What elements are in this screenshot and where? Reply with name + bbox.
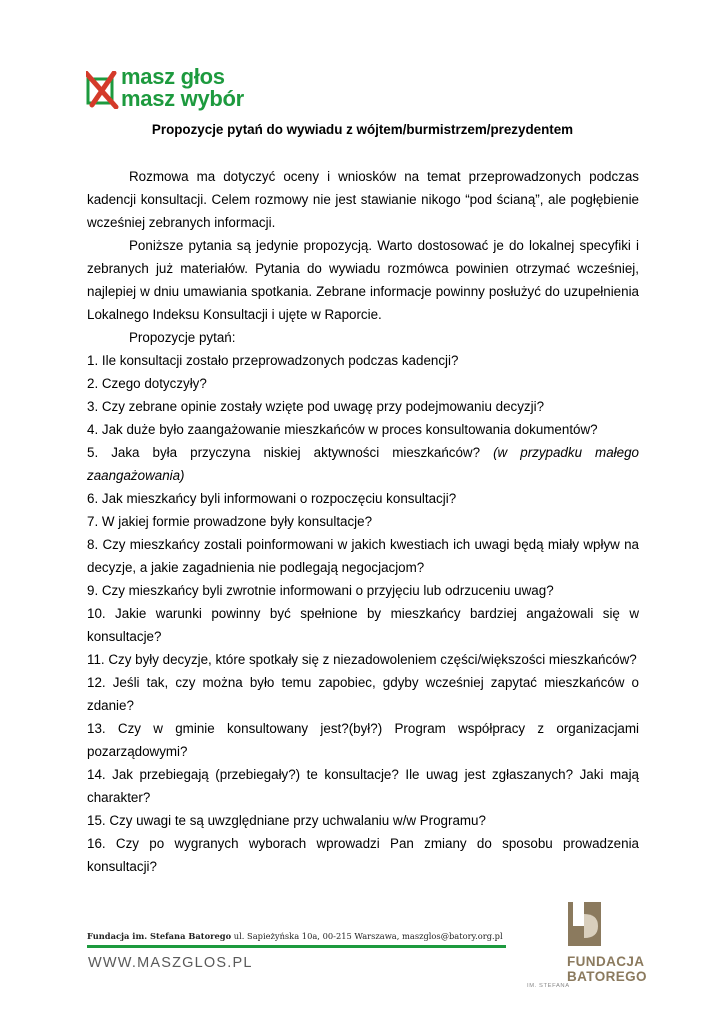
question-5-note: (w przypadku małego zaangażowania): [87, 445, 639, 483]
logo-wordmark: [121, 66, 244, 110]
fundacja-batorego-mark-icon: [568, 902, 601, 946]
question-14: 14. Jak przebiegają (przebiegały?) te konsultacje? Ile uwag jest zgłaszanych? Jaki mają charakter?: [87, 767, 639, 805]
question-8: 8. Czy mieszkańcy zostali poinformowani w jakich kwestiach ich uwagi będą miały wpływ na decyzje, a jakie zagadnienia nie podlegają negocjacjom?: [87, 537, 639, 575]
logo-line-2: masz wybór: [121, 86, 244, 111]
question-9: 9. Czy mieszkańcy byli zwrotnie informowani o przyjęciu lub odrzuceniu uwag?: [87, 583, 554, 598]
question-1: 1. Ile konsultacji zostało przeprowadzonych podczas kadencji?: [87, 353, 459, 368]
fb-logo-small-text: IM. STEFANA: [527, 983, 570, 989]
footer-url[interactable]: WWW.MASZGLOS.PL: [88, 955, 253, 971]
intro-paragraph-1: Rozmowa ma dotyczyć oceny i wniosków na temat przeprowadzonych podczas kadencji konsultacji. Celem rozmowy nie jest stawianie nikogo “pod ścianą”, ale pogłębienie wcześniej zebranych informacji.: [87, 169, 639, 230]
question-7: 7. W jakiej formie prowadzone były konsultacje?: [87, 514, 373, 529]
footer-address-line: [87, 931, 503, 941]
question-11: 11. Czy były decyzje, które spotkały się z niezadowoleniem części/większości mieszkańców?: [87, 652, 637, 667]
fb-logo-line-2: BATOREGO: [567, 969, 647, 984]
masz-glos-logo: [86, 64, 246, 112]
question-13: 13. Czy w gminie konsultowany jest?(był?) Program współpracy z organizacjami pozarządowymi?: [87, 721, 639, 759]
question-16: 16. Czy po wygranych wyborach wprowadzi Pan zmiany do sposobu prowadzenia konsultacji?: [87, 836, 639, 874]
intro-paragraph-2: Poniższe pytania są jedynie propozycją. Warto dostosować je do lokalnej specyfiki i zebranych już materiałów. Pytania do wywiadu rozmówca powinien otrzymać wcześniej, najlepiej w dniu umawiania spotkania. Zebrane informacje powinny posłużyć do uzupełnienia Lokalnego Indeksu Konsultacji i ujęte w Raporcie.: [87, 238, 639, 322]
document-body: [87, 165, 639, 878]
question-5: [87, 441, 639, 487]
fb-logo-line-1: FUNDACJA: [567, 954, 645, 969]
question-12: 12. Jeśli tak, czy można było temu zapobiec, gdyby wcześniej zapytać mieszkańców o zdanie?: [87, 675, 639, 713]
footer-org-name: Fundacja im. Stefana Batorego: [87, 931, 232, 941]
question-6: 6. Jak mieszkańcy byli informowani o rozpoczęciu konsultacji?: [87, 491, 457, 506]
question-4: 4. Jak duże było zaangażowanie mieszkańców w proces konsultowania dokumentów?: [87, 422, 598, 437]
footer-address: ul. Sapieżyńska 10a, 00-215 Warszawa, maszglos@batory.org.pl: [233, 931, 503, 941]
question-10: 10. Jakie warunki powinny być spełnione by mieszkańcy bardziej angażowali się w konsultacje?: [87, 606, 639, 644]
document-title: Propozycje pytań do wywiadu z wójtem/burmistrzem/prezydentem: [151, 122, 574, 137]
question-5-text: 5. Jaka była przyczyna niskiej aktywności mieszkańców?: [87, 445, 481, 460]
logo-line-1: masz głos: [121, 64, 225, 89]
question-15: 15. Czy uwagi te są uwzględniane przy uchwalaniu w/w Programu?: [87, 813, 486, 828]
checkbox-cross-icon: [86, 71, 120, 109]
question-3: 3. Czy zebrane opinie zostały wzięte pod uwagę przy podejmowaniu decyzji?: [87, 399, 545, 414]
footer-divider: [87, 945, 506, 948]
questions-heading: Propozycje pytań:: [129, 330, 236, 345]
question-2: 2. Czego dotyczyły?: [87, 376, 207, 391]
